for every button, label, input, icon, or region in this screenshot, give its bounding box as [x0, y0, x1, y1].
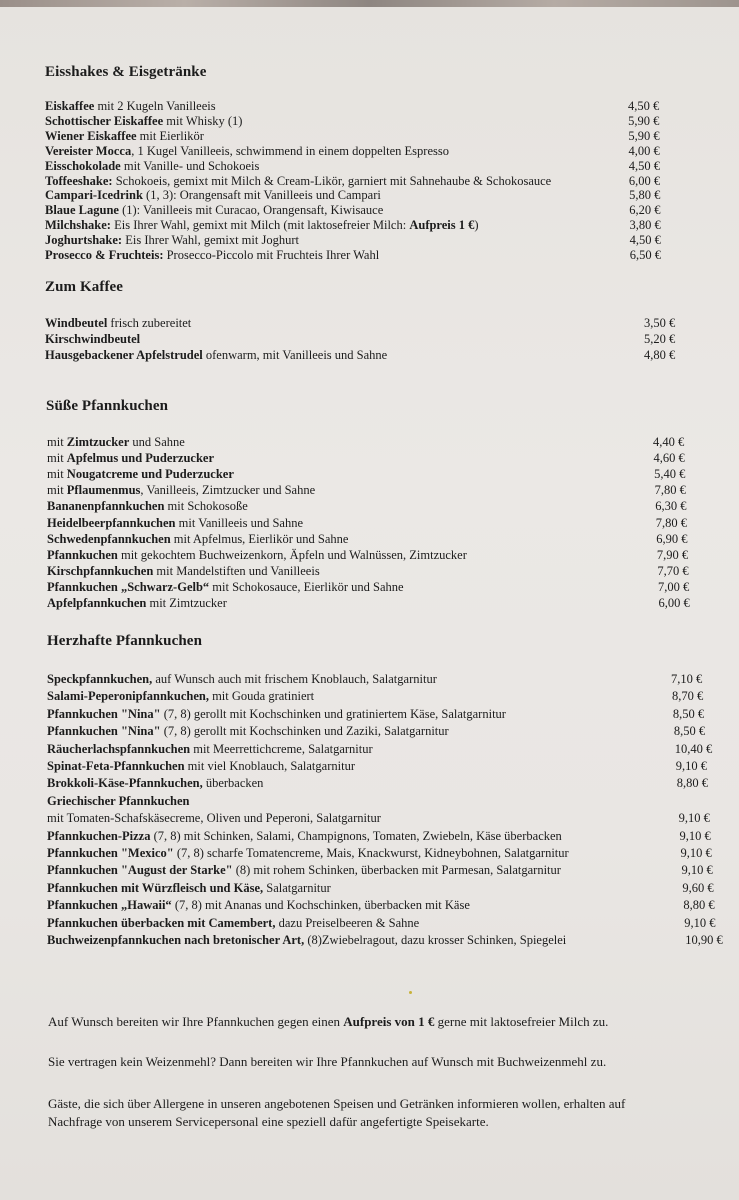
- menu-item-name: Toffeeshake:: [45, 173, 113, 188]
- menu-item: [47, 707, 506, 722]
- menu-item-price: 9,10 €: [680, 846, 712, 860]
- note-buchweizenmehl: Sie vertragen kein Weizenmehl? Dann bereiten wir Ihre Pfannkuchen auf Wunsch mit Buchweizenmehl zu.: [48, 1054, 607, 1069]
- menu-item-name: Buchweizenpfannkuchen nach bretonischer Art,: [47, 933, 305, 947]
- menu-item-price: 4,60 €: [653, 451, 685, 466]
- menu-item-name: Pfannkuchen "Nina": [47, 724, 161, 739]
- menu-item-description: mit Schokosauce, Eierlikör und Sahne: [209, 579, 404, 594]
- menu-item: [47, 467, 234, 482]
- menu-item-price: 8,70 €: [671, 689, 704, 704]
- menu-item: [47, 846, 569, 861]
- menu-item: [47, 742, 373, 757]
- menu-item-prefix: mit: [47, 451, 67, 466]
- menu-item-price: 5,80 €: [629, 188, 661, 203]
- menu-item-name: Brokkoli-Käse-Pfannkuchen,: [47, 776, 203, 791]
- menu-item-price: 4,50 €: [628, 99, 660, 113]
- menu-item: [47, 548, 467, 563]
- menu-item-description-tail: ): [474, 218, 479, 233]
- menu-item: [47, 499, 248, 514]
- menu-item-description: Prosecco-Piccolo mit Fruchteis Ihrer Wahl: [163, 248, 380, 262]
- menu-item-price: 4,50 €: [629, 233, 661, 248]
- menu-item-description: mit Schokosoße: [164, 499, 248, 514]
- menu-item: [45, 188, 381, 203]
- menu-item-description: (8) mit rohem Schinken, überbacken mit Parmesan, Salatgarnitur: [232, 863, 561, 878]
- menu-item-name: Zimtzucker: [66, 435, 130, 449]
- menu-item: [45, 174, 551, 189]
- menu-item-price: 3,80 €: [629, 218, 661, 233]
- menu-item-description: mit Gouda gratiniert: [208, 689, 315, 704]
- menu-item-name: Pfannkuchen „Schwarz-Gelb“: [47, 579, 210, 594]
- menu-item-name: Heidelbeerpfannkuchen: [47, 515, 176, 530]
- menu-item: [45, 159, 259, 174]
- menu-item-price: 9,10 €: [679, 828, 711, 843]
- note-laktosefrei: Auf Wunsch bereiten wir Ihre Pfannkuchen gegen einen Aufpreis von 1 € gerne mit laktosefreier Milch zu.: [48, 1014, 609, 1029]
- menu-item-description: mit Eierlikör: [136, 128, 204, 143]
- menu-item-price: 10,40 €: [674, 741, 713, 756]
- menu-item: [45, 203, 383, 218]
- menu-item: [47, 564, 320, 579]
- menu-item: [45, 332, 140, 347]
- menu-item-name: Pflaumenmus: [66, 483, 141, 498]
- menu-item: [47, 794, 189, 809]
- menu-item-name: Pfannkuchen "August der Starke": [47, 863, 233, 878]
- menu-item: [47, 580, 404, 595]
- menu-item-name: Joghurtshake:: [45, 233, 123, 248]
- menu-item-name: Wiener Eiskaffee: [45, 128, 137, 143]
- menu-item-description: mit Vanille- und Schokoeis: [120, 158, 260, 173]
- menu-item-description: mit gekochtem Buchweizenkorn, Äpfeln und Walnüssen, Zimtzucker: [117, 547, 467, 562]
- menu-item-description: ofenwarm, mit Vanilleeis und Sahne: [202, 347, 388, 362]
- menu-item-price: 9,10 €: [678, 811, 710, 826]
- menu-item-price: 4,40 €: [653, 435, 685, 449]
- menu-item-description: und Sahne: [129, 435, 185, 449]
- menu-item-name: Vereister Mocca: [45, 143, 132, 158]
- note-allergene-line2: Nachfrage von unserem Servicepersonal eine speziell dafür angefertigte Speisekarte.: [48, 1114, 489, 1129]
- menu-item: [47, 916, 419, 931]
- menu-item: [47, 451, 214, 466]
- menu-item-price: 3,50 €: [644, 316, 676, 330]
- menu-item-price: 7,00 €: [657, 579, 690, 594]
- menu-item: [47, 933, 566, 948]
- menu-item-name: Apfelpfannkuchen: [47, 596, 147, 610]
- menu-item-description: frisch zubereitet: [107, 316, 192, 330]
- menu-item-price: 6,90 €: [656, 531, 688, 546]
- menu-item-name: Pfannkuchen „Hawaii“: [47, 898, 172, 913]
- menu-item-price: 7,80 €: [655, 515, 687, 530]
- menu-item: [45, 248, 379, 263]
- menu-item-name: Schottischer Eiskaffee: [45, 113, 164, 128]
- menu-item-price: 9,10 €: [675, 759, 707, 773]
- menu-item-name: Windbeutel: [45, 316, 108, 330]
- menu-item: [47, 863, 561, 878]
- menu-item-description: mit viel Knoblauch, Salatgarnitur: [184, 759, 355, 773]
- menu-item-price: 8,50 €: [673, 724, 706, 739]
- menu-item: [47, 689, 314, 704]
- menu-item: [47, 596, 227, 611]
- menu-item: [47, 811, 381, 826]
- menu-item: [47, 435, 185, 450]
- menu-item-description: , 1 Kugel Vanilleeis, schwimmend in einem doppelten Espresso: [131, 143, 449, 158]
- menu-item-description: überbacken: [202, 776, 264, 791]
- menu-item: [45, 218, 479, 233]
- menu-item-price: 7,70 €: [657, 563, 689, 578]
- menu-item-name: Milchshake:: [45, 218, 111, 233]
- menu-item-description: (7, 8) gerollt mit Kochschinken und Zaziki, Salatgarnitur: [160, 724, 449, 739]
- section-title-zum-kaffee: Zum Kaffee: [45, 279, 124, 295]
- section-title-eisshakes: Eisshakes & Eisgetränke: [45, 64, 207, 80]
- menu-item-name: Pfannkuchen-Pizza: [47, 828, 151, 843]
- menu-item-price: 8,80 €: [676, 776, 708, 791]
- menu-item-price: 9,10 €: [681, 863, 713, 878]
- menu-item-description: mit Zimtzucker: [146, 596, 227, 610]
- menu-item-price: 9,10 €: [684, 915, 716, 930]
- menu-item-description: Salatgarnitur: [263, 880, 331, 895]
- menu-item-description: (7, 8) mit Ananas und Kochschinken, überbacken mit Käse: [171, 898, 470, 913]
- menu-item-name: Pfannkuchen: [47, 547, 118, 562]
- menu-item-name: Kirschpfannkuchen: [47, 563, 154, 578]
- menu-item-price: 6,20 €: [629, 203, 661, 218]
- menu-item-description: mit 2 Kugeln Vanilleeis: [94, 99, 216, 113]
- menu-item: [45, 99, 216, 114]
- page-top-edge: [0, 0, 739, 7]
- menu-item-description: mit Mandelstiften und Vanilleeis: [153, 563, 320, 578]
- menu-item-price: 5,90 €: [628, 113, 660, 128]
- menu-item-name: Salami-Peperonipfannkuchen,: [47, 689, 209, 704]
- menu-item: [47, 516, 303, 531]
- menu-item-name: Spinat-Feta-Pfannkuchen: [47, 759, 185, 773]
- note-allergene-line1: Gäste, die sich über Allergene in unseren angebotenen Speisen und Getränken informieren wollen, erhalten auf: [48, 1096, 626, 1111]
- menu-item-price: 4,00 €: [628, 143, 660, 158]
- menu-item-description: mit Meerrettichcreme, Salatgarnitur: [190, 741, 373, 756]
- section-title-suesse-pfannkuchen: Süße Pfannkuchen: [46, 398, 169, 414]
- menu-item-name: Pfannkuchen "Mexico": [47, 846, 174, 860]
- decorative-dot: [409, 991, 412, 994]
- menu-item-name: Campari-Icedrink: [45, 188, 143, 203]
- menu-item: [45, 129, 204, 144]
- menu-item-name: Eiskaffee: [45, 99, 95, 113]
- menu-item-description: (7, 8) mit Schinken, Salami, Champignons, Tomaten, Zwiebeln, Käse überbacken: [150, 828, 562, 843]
- menu-item-description: (7, 8) gerollt mit Kochschinken und gratiniertem Käse, Salatgarnitur: [160, 706, 506, 721]
- menu-item-description: Schokoeis, gemixt mit Milch & Cream-Likör, garniert mit Sahnehaube & Schokosauce: [112, 173, 552, 188]
- menu-item-name: Speckpfannkuchen,: [47, 672, 153, 686]
- menu-item: [47, 724, 449, 739]
- menu-item-description: Eis Ihrer Wahl, gemixt mit Milch (mit laktosefreier Milch:: [110, 218, 410, 233]
- menu-item-name: Pfannkuchen "Nina": [47, 706, 161, 721]
- menu-item-name: Griechischer Pfannkuchen: [47, 793, 190, 808]
- menu-item-description: mit Whisky (1): [163, 113, 243, 128]
- menu-item: [45, 233, 299, 248]
- menu-item-name: Pfannkuchen überbacken mit Camembert,: [47, 915, 276, 930]
- menu-item-prefix: mit: [47, 435, 67, 449]
- menu-item-name: Blaue Lagune: [45, 203, 119, 218]
- menu-item-price: 7,90 €: [656, 547, 689, 562]
- menu-item-name: Prosecco & Fruchteis:: [45, 248, 164, 262]
- menu-item-price: 6,00 €: [628, 173, 661, 188]
- menu-item: [47, 532, 348, 547]
- menu-item-name: Apfelmus und Puderzucker: [66, 451, 215, 466]
- menu-item-description: mit Vanilleeis und Sahne: [175, 515, 304, 530]
- menu-item-description: dazu Preiselbeeren & Sahne: [275, 915, 420, 930]
- menu-item-price: 6,30 €: [655, 499, 687, 514]
- menu-item-surcharge: Aufpreis 1 €: [409, 218, 475, 233]
- menu-item-prefix: mit: [47, 467, 67, 482]
- menu-item: [47, 672, 437, 687]
- menu-item-price: 9,60 €: [682, 880, 714, 895]
- menu-item-description: auf Wunsch auch mit frischem Knoblauch, Salatgarnitur: [152, 672, 437, 686]
- menu-item: [47, 759, 355, 774]
- menu-item-description: Eis Ihrer Wahl, gemixt mit Joghurt: [122, 233, 299, 248]
- menu-item: [47, 483, 315, 498]
- menu-item: [45, 348, 387, 363]
- menu-item: [47, 829, 562, 844]
- menu-item-description: (7, 8) scharfe Tomatencreme, Mais, Knackwurst, Kidneybohnen, Salatgarnitur: [173, 846, 569, 860]
- menu-item-name: Eisschokolade: [45, 158, 121, 173]
- menu-item-name: Hausgebackener Apfelstrudel: [45, 347, 203, 362]
- menu-item: [47, 776, 263, 791]
- menu-item-price: 6,00 €: [658, 596, 690, 610]
- menu-item: [45, 114, 242, 129]
- menu-item: [47, 881, 331, 896]
- menu-item-price: 7,80 €: [654, 483, 686, 498]
- menu-item-price: 8,50 €: [672, 706, 705, 721]
- menu-item-price: 7,10 €: [671, 672, 703, 686]
- menu-item-price: 8,80 €: [683, 898, 715, 913]
- menu-item-name: Kirschwindbeutel: [45, 331, 141, 346]
- menu-item-description: (1): Vanilleeis mit Curacao, Orangensaft, Kiwisauce: [118, 203, 384, 218]
- menu-item: [45, 144, 449, 159]
- menu-item-prefix: mit: [47, 483, 67, 498]
- menu-item-price: 5,40 €: [654, 467, 686, 482]
- menu-item-name: Pfannkuchen mit Würzfleisch und Käse,: [47, 880, 264, 895]
- menu-item-price: 4,50 €: [628, 158, 660, 173]
- menu-item-description: (1, 3): Orangensaft mit Vanilleeis und Campari: [142, 188, 381, 203]
- menu-item-name: Räucherlachspfannkuchen: [47, 741, 191, 756]
- menu-item-description: , Vanilleeis, Zimtzucker und Sahne: [140, 483, 316, 498]
- menu-item: [45, 316, 191, 331]
- menu-item-description: mit Tomaten-Schafskäsecreme, Oliven und Peperoni, Salatgarnitur: [47, 811, 381, 826]
- menu-item-name: Schwedenpfannkuchen: [47, 531, 171, 546]
- menu-item-price: 4,80 €: [644, 347, 676, 362]
- menu-item-price: 10,90 €: [685, 933, 723, 947]
- menu-item-name: Bananenpfannkuchen: [47, 499, 165, 514]
- menu-item-description: mit Apfelmus, Eierlikör und Sahne: [170, 531, 349, 546]
- menu-item-price: 6,50 €: [629, 248, 662, 262]
- menu-item-name: Nougatcreme und Puderzucker: [66, 467, 234, 482]
- menu-item-price: 5,90 €: [628, 128, 660, 143]
- menu-item-description: (8)Zwiebelragout, dazu krosser Schinken, Spiegelei: [304, 933, 567, 947]
- section-title-herzhafte-pfannkuchen: Herzhafte Pfannkuchen: [47, 633, 203, 649]
- menu-item-price: 5,20 €: [644, 331, 676, 346]
- menu-item: [47, 898, 470, 913]
